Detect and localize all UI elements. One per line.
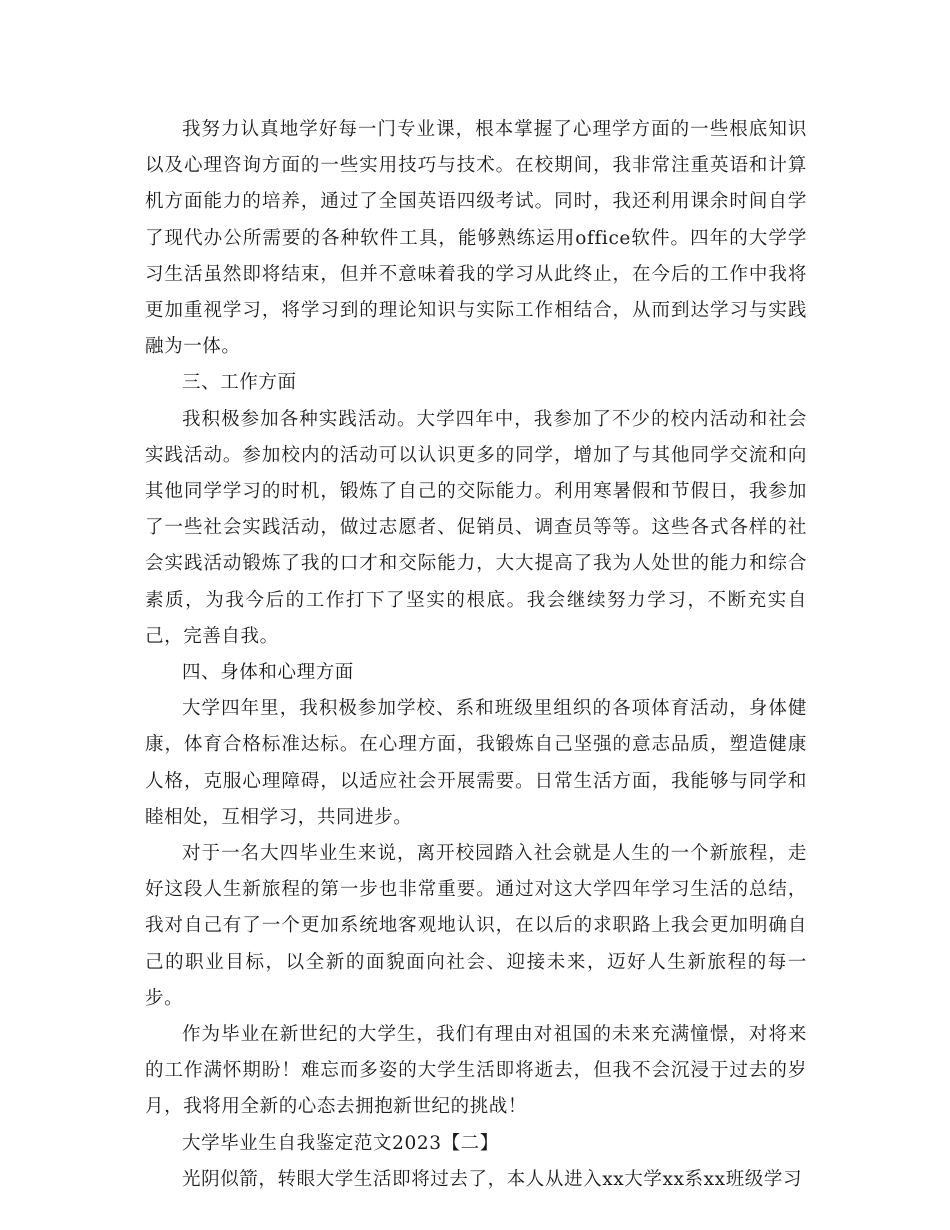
paragraph-intro-two: 光阴似箭，转眼大学生活即将过去了，本人从进入xx大学xx系xx班级学习 [182, 1168, 803, 1190]
paragraph-study: 我努力认真地学好每一门专业课，根本掌握了心理学方面的一些根底知识以及心理咨询方面的一些实用技巧与技术。在校期间，我非常注重英语和计算机方面能力的培养，通过了全国英语四级考试。同时，我还利用课余时间自学了现代办公所需要的各种软件工具，能够熟练运用office软件。四年的大学学习生活虽然即将结束，但并不意味着我的学习从此终止，在今后的工作中我将更加重视学习，将学习到的理论知识与实际工作相结合，从而到达学习与实践融为一体。 [145, 119, 807, 358]
document-body [145, 112, 807, 1198]
section-title-two: 大学毕业生自我鉴定范文2023【二】 [182, 1132, 499, 1154]
heading-work: 三、工作方面 [182, 372, 297, 394]
paragraph-new-journey: 对于一名大四毕业生来说，离开校园踏入社会就是人生的一个新旅程，走好这段人生新旅程的第一步也非常重要。通过对这大学四年学习生活的总结，我对自己有了一个更加系统地客观地认识，在以后的求职路上我会更加明确自己的职业目标，以全新的面貌面向社会、迎接未来，迈好人生新旅程的每一步。 [145, 843, 807, 1009]
paragraph-body-mind: 大学四年里，我积极参加学校、系和班级里组织的各项体育活动，身体健康，体育合格标准达标。在心理方面，我锻炼自己坚强的意志品质，塑造健康人格，克服心理障碍，以适应社会开展需要。日常生活方面，我能够与同学和睦相处，互相学习，共同进步。 [145, 698, 807, 828]
paragraph-new-century: 作为毕业在新世纪的大学生，我们有理由对祖国的未来充满憧憬，对将来的工作满怀期盼！难忘而多姿的大学生活即将逝去，但我不会沉浸于过去的岁月，我将用全新的心态去拥抱新世纪的挑战！ [145, 1024, 807, 1118]
heading-body-mind: 四、身体和心理方面 [182, 662, 354, 684]
paragraph-work: 我积极参加各种实践活动。大学四年中，我参加了不少的校内活动和社会实践活动。参加校内的活动可以认识更多的同学，增加了与其他同学交流和向其他同学学习的时机，锻炼了自己的交际能力。利用寒暑假和节假日，我参加了一些社会实践活动，做过志愿者、促销员、调查员等等。这些各式各样的社会实践活动锻炼了我的口才和交际能力，大大提高了我为人处世的能力和综合素质，为我今后的工作打下了坚实的根底。我会继续努力学习，不断充实自己，完善自我。 [145, 408, 807, 647]
